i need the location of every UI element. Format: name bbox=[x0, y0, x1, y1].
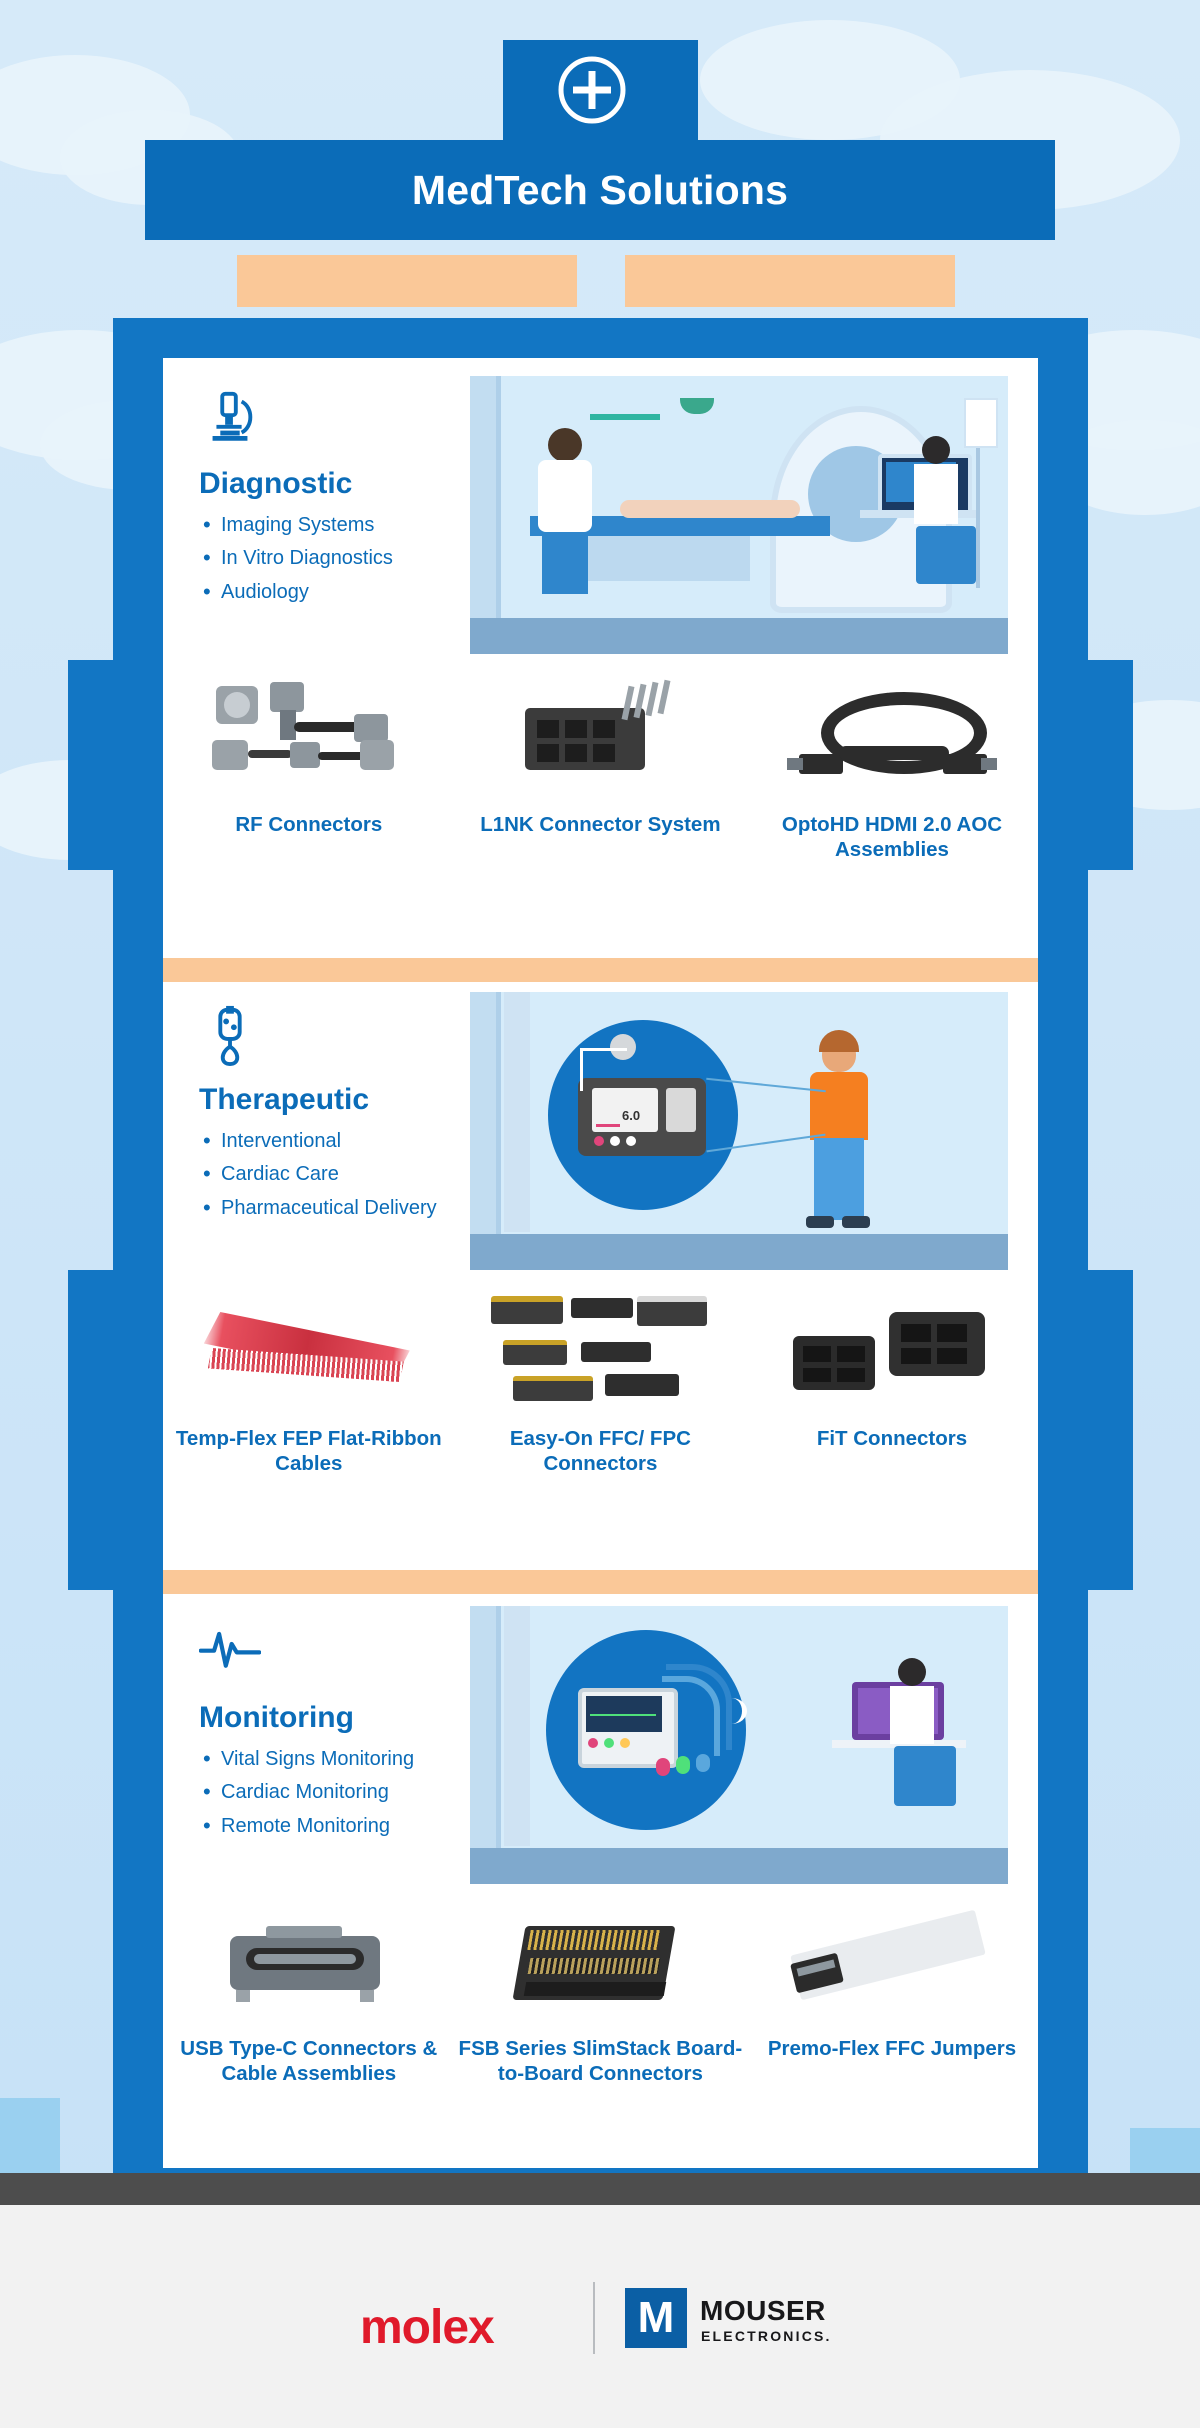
product-card[interactable] bbox=[746, 678, 1038, 863]
chair-graphic bbox=[916, 526, 976, 584]
section-diagnostic bbox=[163, 358, 1038, 958]
section-heading-block bbox=[199, 1618, 464, 1847]
monitor-buttons bbox=[620, 1738, 630, 1748]
iv-line-graphic bbox=[580, 1048, 627, 1091]
wireless-signal-icon bbox=[716, 1698, 747, 1724]
ffc-fpc-connector-image bbox=[485, 1292, 715, 1412]
sensor-tip bbox=[656, 1758, 670, 1776]
doctor-figure bbox=[548, 428, 582, 462]
mouser-logo-name: MOUSER bbox=[700, 2295, 826, 2326]
product-label: OptoHD HDMI 2.0 AOC Assemblies bbox=[781, 813, 1003, 862]
product-card[interactable] bbox=[455, 1292, 747, 1477]
monitor-waveform-line bbox=[590, 1714, 656, 1716]
scene-floor bbox=[470, 1848, 1008, 1884]
heartbeat-icon bbox=[199, 1618, 261, 1680]
pump-indicator-lights bbox=[594, 1136, 604, 1146]
frame-nub bbox=[1085, 1270, 1133, 1590]
product-label: FiT Connectors bbox=[816, 1427, 968, 1450]
list-item: • Audiology bbox=[199, 580, 464, 604]
scene-monitoring bbox=[470, 1606, 1008, 1884]
monitor-buttons bbox=[588, 1738, 598, 1748]
molex-logo: molex bbox=[360, 2301, 494, 2354]
patient-figure-pants bbox=[814, 1138, 864, 1220]
product-card[interactable] bbox=[163, 678, 455, 863]
product-label: Premo-Flex FFC Jumpers bbox=[767, 2037, 1017, 2060]
scene-diagnostic bbox=[470, 376, 1008, 654]
fit-connector-image bbox=[777, 1292, 1007, 1412]
monitor-lead-cable bbox=[662, 1676, 720, 1756]
microscope-icon bbox=[199, 388, 261, 450]
patient-figure-hair bbox=[819, 1030, 859, 1052]
section-bullet-list bbox=[199, 513, 464, 604]
l1nk-connector-image bbox=[485, 678, 715, 798]
product-row-therapeutic bbox=[163, 1292, 1038, 1477]
window-graphic bbox=[504, 1606, 530, 1846]
wall-plant bbox=[680, 398, 714, 414]
list-item: • Interventional bbox=[199, 1129, 464, 1153]
section-monitoring bbox=[163, 1594, 1038, 2168]
patient-bed-base bbox=[580, 536, 750, 581]
scene-therapeutic bbox=[470, 992, 1008, 1270]
ceiling-light bbox=[590, 414, 660, 420]
product-label: RF Connectors bbox=[235, 813, 383, 836]
ffc-jumper-image bbox=[777, 1902, 1007, 2022]
clinician-body bbox=[890, 1686, 934, 1744]
doctor-coat bbox=[538, 460, 592, 532]
frame-nub bbox=[68, 1270, 116, 1590]
rf-connectors-image bbox=[194, 678, 424, 798]
page-title: MedTech Solutions bbox=[411, 167, 789, 213]
product-card[interactable] bbox=[163, 1292, 455, 1477]
section-title: Diagnostic bbox=[199, 467, 353, 500]
patient-figure-shoe bbox=[806, 1216, 834, 1228]
mouser-logo-subtitle: ELECTRONICS. bbox=[701, 2328, 832, 2344]
iv-bag-graphic bbox=[964, 398, 998, 448]
hdmi-cable-image bbox=[777, 678, 1007, 798]
product-card[interactable] bbox=[746, 1292, 1038, 1477]
flat-ribbon-cable-image bbox=[194, 1292, 424, 1412]
product-label: FSB Series SlimStack Board-to-Board Connectors bbox=[458, 2037, 743, 2086]
pump-screen-readout: 6.0 bbox=[622, 1108, 641, 1123]
list-item: • Vital Signs Monitoring bbox=[199, 1747, 464, 1771]
technician-body bbox=[914, 464, 958, 524]
scene-wall bbox=[470, 1606, 501, 1884]
product-label: USB Type-C Connectors & Cable Assemblies bbox=[180, 2037, 438, 2086]
sensor-tip bbox=[696, 1754, 710, 1772]
product-card[interactable] bbox=[455, 1902, 747, 2087]
pump-indicator-lights bbox=[626, 1136, 636, 1146]
footer-separator bbox=[593, 2282, 595, 2354]
frame-nub bbox=[1085, 660, 1133, 870]
monitor-buttons bbox=[604, 1738, 614, 1748]
product-card[interactable] bbox=[746, 1902, 1038, 2087]
doctor-legs bbox=[542, 532, 588, 594]
header-tab-right bbox=[625, 255, 955, 307]
product-row-diagnostic bbox=[163, 678, 1038, 863]
product-label: Temp-Flex FEP Flat-Ribbon Cables bbox=[175, 1427, 442, 1476]
clinician-head bbox=[898, 1658, 926, 1686]
footer-divider-bar bbox=[0, 2173, 1200, 2205]
pump-waveform bbox=[596, 1108, 620, 1127]
product-label: Easy-On FFC/ FPC Connectors bbox=[509, 1427, 691, 1476]
usb-type-c-image bbox=[194, 1902, 424, 2022]
window-graphic bbox=[504, 992, 530, 1232]
medical-cross-icon bbox=[557, 55, 627, 125]
section-title: Therapeutic bbox=[199, 1083, 370, 1116]
section-bullet-list bbox=[199, 1129, 464, 1220]
section-heading-block bbox=[199, 1004, 464, 1229]
scene-wall bbox=[470, 376, 501, 654]
frame-nub bbox=[68, 660, 116, 870]
list-item: • Pharmaceutical Delivery bbox=[199, 1196, 464, 1220]
header-tab-left bbox=[237, 255, 577, 307]
section-therapeutic bbox=[163, 982, 1038, 1570]
section-bullet-list bbox=[199, 1747, 464, 1838]
sensor-tip bbox=[676, 1756, 690, 1774]
pump-arrow-buttons bbox=[666, 1088, 696, 1132]
scene-floor bbox=[470, 1234, 1008, 1270]
section-title: Monitoring bbox=[199, 1701, 354, 1734]
patient-figure-shoe bbox=[842, 1216, 870, 1228]
list-item: • Remote Monitoring bbox=[199, 1814, 464, 1838]
product-label: L1NK Connector System bbox=[480, 813, 721, 836]
section-heading-block bbox=[199, 388, 464, 613]
scene-floor bbox=[470, 618, 1008, 654]
pump-indicator-lights bbox=[610, 1136, 620, 1146]
header-banner bbox=[145, 140, 1055, 240]
list-item: • Cardiac Monitoring bbox=[199, 1780, 464, 1804]
product-row-monitoring bbox=[163, 1902, 1038, 2087]
list-item: • In Vitro Diagnostics bbox=[199, 546, 464, 570]
technician-figure bbox=[922, 436, 950, 464]
product-card[interactable] bbox=[163, 1902, 455, 2087]
product-card[interactable] bbox=[455, 678, 747, 863]
footer bbox=[0, 2205, 1200, 2428]
slimstack-connector-image bbox=[485, 1902, 715, 2022]
list-item: • Imaging Systems bbox=[199, 513, 464, 537]
chair-graphic bbox=[894, 1746, 956, 1806]
section-divider bbox=[163, 958, 1038, 982]
section-divider bbox=[163, 1570, 1038, 1594]
patient-figure-shirt bbox=[810, 1072, 868, 1140]
patient-body-graphic bbox=[620, 500, 800, 518]
mouser-logo-mark: M bbox=[625, 2288, 687, 2348]
scene-wall bbox=[470, 992, 501, 1270]
list-item: • Cardiac Care bbox=[199, 1162, 464, 1186]
iv-drip-icon bbox=[199, 1004, 261, 1066]
